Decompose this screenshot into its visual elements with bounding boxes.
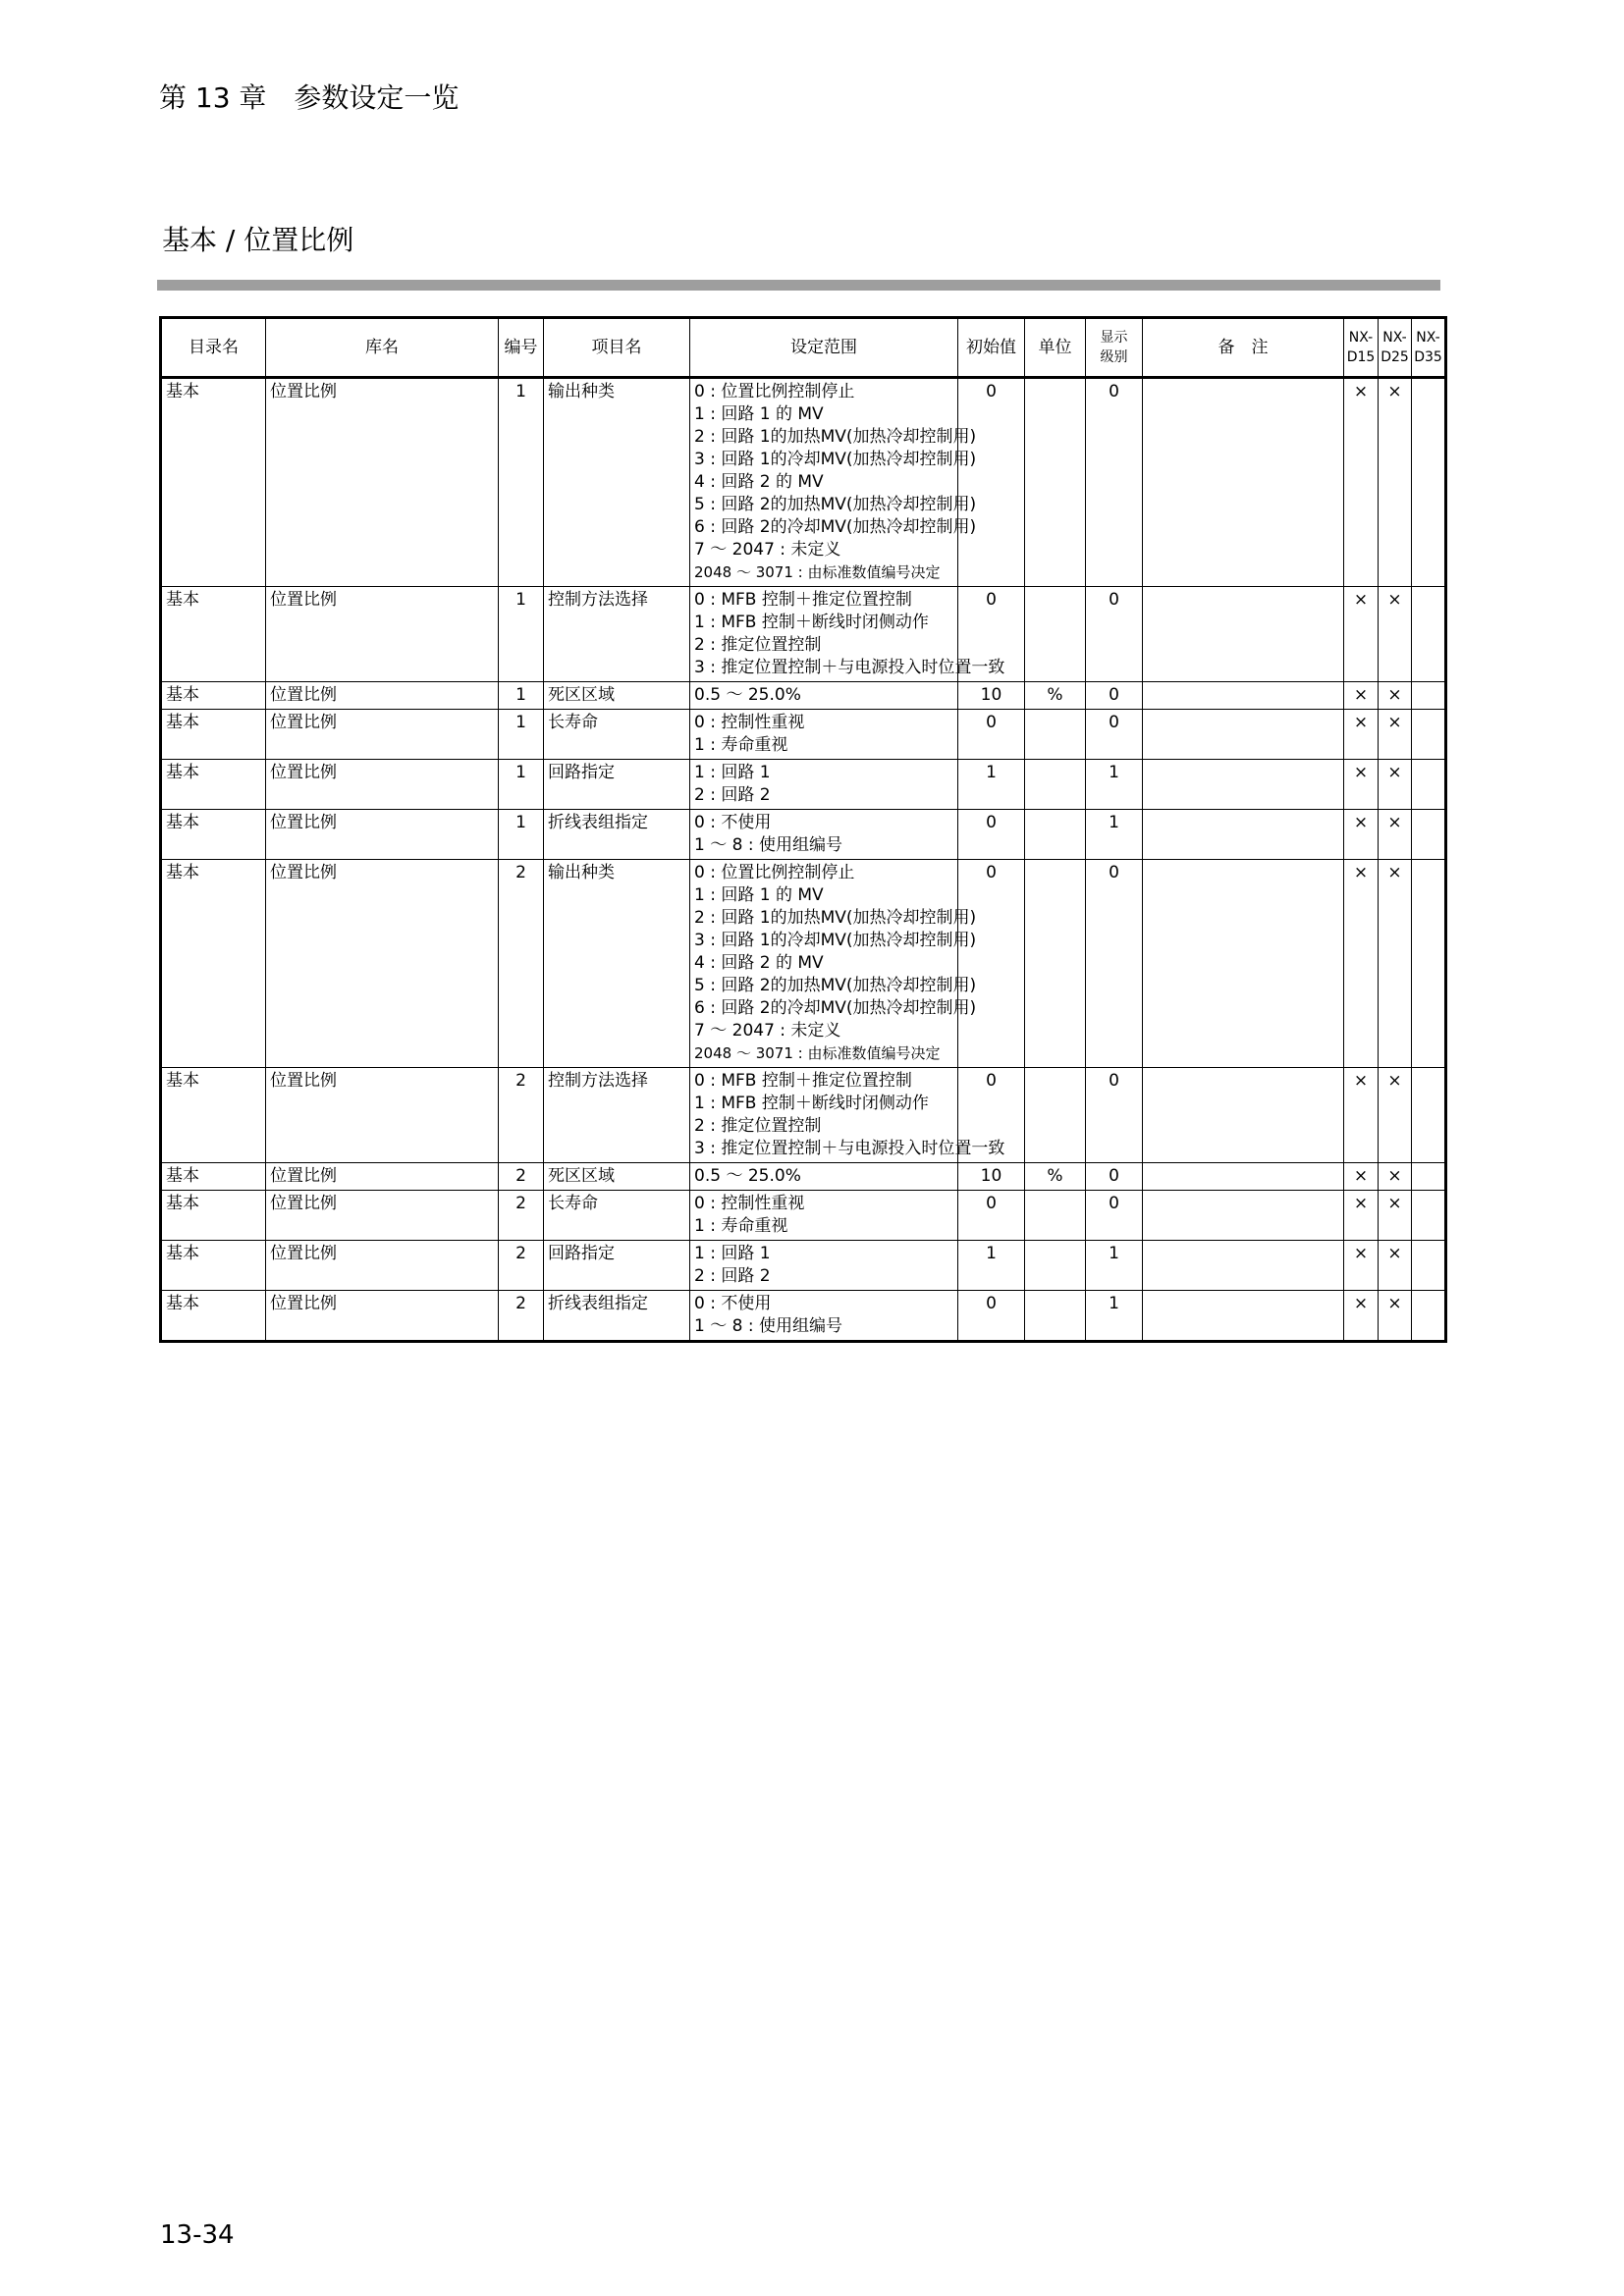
cell-item: 死区区域 [544,1163,690,1191]
cell-library: 位置比例 [266,710,499,760]
cell-initial: 10 [958,682,1025,710]
cell-nx-d15: × [1344,1068,1379,1163]
cell-unit [1025,760,1086,810]
cell-item: 长寿命 [544,1191,690,1241]
range-line: 6 : 回路 2的冷却MV(加热冷却控制用) [694,517,977,537]
chapter-heading: 第 13 章 参数设定一览 [159,81,460,114]
cell-display-level: 1 [1086,1291,1143,1342]
cell-directory: 基本 [161,760,266,810]
table-row [161,378,1446,587]
cell-number: 2 [499,1163,544,1191]
range-line: 5 : 回路 2的加热MV(加热冷却控制用) [694,976,977,995]
cell-number: 1 [499,710,544,760]
cell-note [1143,1291,1344,1342]
cell-nx-d25: × [1379,1068,1412,1163]
cell-unit [1025,810,1086,860]
cell-range [690,1163,958,1191]
cell-nx-d15: × [1344,1191,1379,1241]
range-line: 0 : 位置比例控制停止 [694,382,855,401]
cell-initial: 10 [958,1163,1025,1191]
cell-library: 位置比例 [266,860,499,1068]
cell-initial: 0 [958,1291,1025,1342]
cell-range [690,1191,958,1241]
cell-directory: 基本 [161,710,266,760]
range-line: 2 : 推定位置控制 [694,635,822,655]
range-line: 2 : 回路 1的加热MV(加热冷却控制用) [694,427,977,447]
range-line: 0 : 不使用 [694,1294,772,1313]
range-line: 1 : 回路 1 的 MV [694,885,824,905]
cell-nx-d35 [1412,587,1446,682]
column-header-nx-d25: NX- D25 [1379,318,1412,378]
cell-note [1143,587,1344,682]
cell-nx-d15: × [1344,710,1379,760]
range-line: 2048 ～ 3071 : 由标准数值编号决定 [694,563,941,581]
cell-nx-d35 [1412,682,1446,710]
cell-display-level: 0 [1086,1068,1143,1163]
cell-item: 回路指定 [544,1241,690,1291]
range-line: 0.5 ～ 25.0% [694,685,801,705]
cell-library: 位置比例 [266,1068,499,1163]
cell-nx-d15: × [1344,860,1379,1068]
cell-display-level: 1 [1086,1241,1143,1291]
table-row [161,1191,1446,1241]
range-line: 0.5 ～ 25.0% [694,1166,801,1186]
cell-range [690,760,958,810]
range-line: 1 : 寿命重视 [694,735,788,755]
range-line: 2 : 回路 2 [694,1266,771,1286]
range-line: 0 : MFB 控制＋推定位置控制 [694,1071,912,1091]
cell-number: 2 [499,1191,544,1241]
cell-nx-d25: × [1379,860,1412,1068]
cell-number: 2 [499,860,544,1068]
cell-item: 长寿命 [544,710,690,760]
cell-unit [1025,1068,1086,1163]
cell-item: 输出种类 [544,378,690,587]
table-row [161,760,1446,810]
cell-display-level: 0 [1086,1163,1143,1191]
cell-nx-d35 [1412,810,1446,860]
cell-number: 1 [499,682,544,710]
cell-nx-d35 [1412,760,1446,810]
cell-note [1143,760,1344,810]
column-header-directory: 目录名 [161,318,266,378]
cell-item: 死区区域 [544,682,690,710]
table-row [161,710,1446,760]
cell-unit: % [1025,682,1086,710]
cell-nx-d25: × [1379,810,1412,860]
cell-nx-d15: × [1344,810,1379,860]
range-line: 0 : 控制性重视 [694,713,805,732]
cell-initial: 0 [958,1191,1025,1241]
cell-number: 1 [499,760,544,810]
cell-directory: 基本 [161,860,266,1068]
cell-note [1143,860,1344,1068]
range-line: 7 ～ 2047 : 未定义 [694,540,841,560]
table-body [161,378,1446,1342]
cell-note [1143,810,1344,860]
column-header-initial: 初始值 [958,318,1025,378]
cell-nx-d15: × [1344,682,1379,710]
page-number: 13-34 [160,2220,235,2250]
range-line: 2048 ～ 3071 : 由标准数值编号决定 [694,1044,941,1062]
cell-nx-d35 [1412,710,1446,760]
column-header-nx-d15: NX- D15 [1344,318,1379,378]
cell-library: 位置比例 [266,587,499,682]
range-line: 4 : 回路 2 的 MV [694,472,824,492]
cell-range [690,1291,958,1342]
parameter-table [159,316,1447,1343]
column-header-range: 设定范围 [690,318,958,378]
cell-unit [1025,710,1086,760]
range-line: 2 : 回路 1的加热MV(加热冷却控制用) [694,908,977,928]
cell-number: 2 [499,1068,544,1163]
column-header-library: 库名 [266,318,499,378]
cell-nx-d15: × [1344,378,1379,587]
cell-initial: 1 [958,1241,1025,1291]
cell-note [1143,378,1344,587]
cell-directory: 基本 [161,810,266,860]
cell-range [690,860,977,1068]
cell-nx-d15: × [1344,1163,1379,1191]
cell-display-level: 0 [1086,860,1143,1068]
table-row [161,682,1446,710]
cell-nx-d25: × [1379,682,1412,710]
cell-number: 1 [499,810,544,860]
cell-range [690,710,958,760]
cell-nx-d35 [1412,1068,1446,1163]
cell-note [1143,1191,1344,1241]
range-line: 1 : MFB 控制＋断线时闭侧动作 [694,613,929,632]
cell-directory: 基本 [161,1191,266,1241]
section-divider [157,280,1440,291]
cell-library: 位置比例 [266,682,499,710]
cell-range [690,1068,1005,1163]
cell-note [1143,1163,1344,1191]
cell-library: 位置比例 [266,1191,499,1241]
cell-directory: 基本 [161,1291,266,1342]
cell-item: 控制方法选择 [544,1068,690,1163]
cell-range [690,1241,958,1291]
cell-item: 回路指定 [544,760,690,810]
cell-directory: 基本 [161,1068,266,1163]
cell-nx-d25: × [1379,1291,1412,1342]
cell-number: 2 [499,1241,544,1291]
cell-display-level: 0 [1086,587,1143,682]
range-line: 2 : 回路 2 [694,785,771,805]
cell-initial: 1 [958,760,1025,810]
table-row [161,1241,1446,1291]
range-line: 1 : MFB 控制＋断线时闭侧动作 [694,1094,929,1113]
column-header-note: 备 注 [1143,318,1344,378]
cell-display-level: 1 [1086,760,1143,810]
cell-item: 折线表组指定 [544,1291,690,1342]
cell-number: 1 [499,378,544,587]
cell-library: 位置比例 [266,1163,499,1191]
column-header-item: 项目名 [544,318,690,378]
table-row [161,860,1446,1068]
cell-display-level: 0 [1086,710,1143,760]
range-line: 0 : MFB 控制＋推定位置控制 [694,590,912,610]
range-line: 3 : 回路 1的冷却MV(加热冷却控制用) [694,450,977,469]
cell-item: 控制方法选择 [544,587,690,682]
range-line: 7 ～ 2047 : 未定义 [694,1021,841,1041]
cell-nx-d25: × [1379,587,1412,682]
cell-library: 位置比例 [266,1291,499,1342]
table-row [161,1068,1446,1163]
cell-note [1143,1241,1344,1291]
cell-unit [1025,587,1086,682]
cell-nx-d35 [1412,1163,1446,1191]
cell-initial: 0 [958,1068,1025,1163]
range-line: 6 : 回路 2的冷却MV(加热冷却控制用) [694,998,977,1018]
cell-library: 位置比例 [266,378,499,587]
range-line: 0 : 位置比例控制停止 [694,863,855,882]
cell-initial: 0 [958,587,1025,682]
column-header-nx-d35: NX- D35 [1412,318,1446,378]
cell-nx-d15: × [1344,587,1379,682]
range-line: 5 : 回路 2的加热MV(加热冷却控制用) [694,495,977,514]
range-line: 0 : 控制性重视 [694,1194,805,1213]
range-line: 4 : 回路 2 的 MV [694,953,824,973]
cell-display-level: 0 [1086,682,1143,710]
table-row [161,587,1446,682]
cell-range [690,810,958,860]
cell-note [1143,682,1344,710]
cell-directory: 基本 [161,587,266,682]
cell-range [690,682,958,710]
cell-nx-d35 [1412,1241,1446,1291]
cell-note [1143,710,1344,760]
section-title: 基本 / 位置比例 [162,224,354,256]
range-line: 0 : 不使用 [694,813,772,832]
cell-nx-d25: × [1379,1191,1412,1241]
cell-item: 输出种类 [544,860,690,1068]
cell-display-level: 0 [1086,378,1143,587]
cell-directory: 基本 [161,1241,266,1291]
cell-directory: 基本 [161,1163,266,1191]
range-line: 1 : 回路 1 [694,1244,771,1263]
cell-nx-d35 [1412,378,1446,587]
column-header-display-level: 显示 级别 [1086,318,1143,378]
cell-note [1143,1068,1344,1163]
range-line: 1 : 回路 1 [694,763,771,782]
cell-unit [1025,378,1086,587]
cell-nx-d25: × [1379,1241,1412,1291]
cell-range [690,378,977,587]
cell-display-level: 0 [1086,1191,1143,1241]
cell-nx-d15: × [1344,1291,1379,1342]
range-line: 1 : 回路 1 的 MV [694,404,824,424]
cell-library: 位置比例 [266,810,499,860]
cell-display-level: 1 [1086,810,1143,860]
range-line: 3 : 推定位置控制＋与电源投入时位置一致 [694,1139,1005,1158]
cell-nx-d15: × [1344,760,1379,810]
range-line: 1 ～ 8 : 使用组编号 [694,835,842,855]
cell-nx-d25: × [1379,378,1412,587]
range-line: 3 : 推定位置控制＋与电源投入时位置一致 [694,658,1005,677]
cell-unit [1025,1241,1086,1291]
cell-nx-d25: × [1379,710,1412,760]
table-row [161,1291,1446,1342]
cell-nx-d15: × [1344,1241,1379,1291]
cell-directory: 基本 [161,682,266,710]
table-row [161,1163,1446,1191]
cell-initial: 0 [958,860,1025,1068]
range-line: 3 : 回路 1的冷却MV(加热冷却控制用) [694,931,977,950]
range-line: 1 : 寿命重视 [694,1216,788,1236]
cell-nx-d25: × [1379,1163,1412,1191]
cell-range [690,587,1005,682]
cell-unit [1025,1291,1086,1342]
cell-unit [1025,860,1086,1068]
table-header-row [161,318,1446,378]
cell-number: 1 [499,587,544,682]
cell-nx-d25: × [1379,760,1412,810]
range-line: 2 : 推定位置控制 [694,1116,822,1136]
cell-unit [1025,1191,1086,1241]
cell-number: 2 [499,1291,544,1342]
cell-nx-d35 [1412,1191,1446,1241]
cell-nx-d35 [1412,1291,1446,1342]
column-header-unit: 单位 [1025,318,1086,378]
cell-initial: 0 [958,710,1025,760]
cell-item: 折线表组指定 [544,810,690,860]
cell-directory: 基本 [161,378,266,587]
cell-initial: 0 [958,378,1025,587]
cell-library: 位置比例 [266,760,499,810]
cell-library: 位置比例 [266,1241,499,1291]
column-header-number: 编号 [499,318,544,378]
cell-nx-d35 [1412,860,1446,1068]
cell-unit: % [1025,1163,1086,1191]
cell-initial: 0 [958,810,1025,860]
table-row [161,810,1446,860]
range-line: 1 ～ 8 : 使用组编号 [694,1316,842,1336]
